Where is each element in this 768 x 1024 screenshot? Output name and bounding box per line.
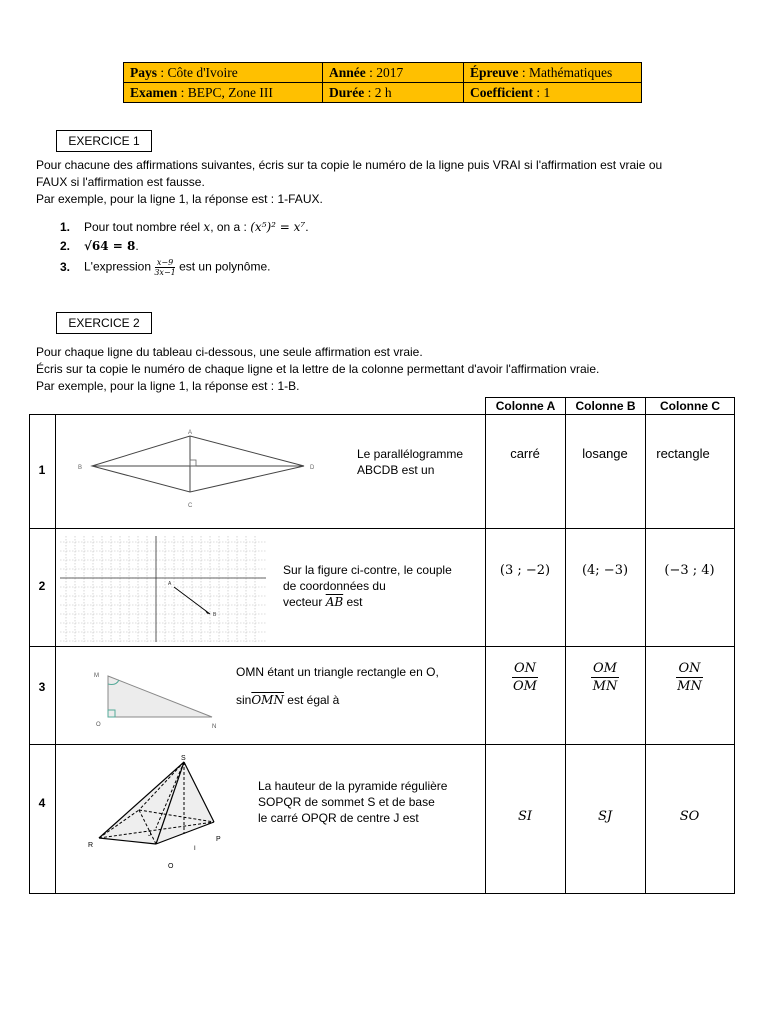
exercice-2-title: EXERCICE 2 xyxy=(56,312,152,334)
row-4-option-c: SO xyxy=(679,809,700,824)
table-row-divider xyxy=(29,744,735,745)
ex2-intro-line1: Pour chaque ligne du tableau ci-dessous, une seule affirmation est vraie. xyxy=(36,345,423,359)
point-i-label: I xyxy=(194,846,196,852)
vertex-a-label: A xyxy=(188,430,193,436)
row-1-option-a: carré xyxy=(510,446,540,461)
exam-header-table xyxy=(123,62,642,103)
ex1-item-2: 2. √64 = 8. xyxy=(60,239,139,253)
row-3-option-c: $\frac{ON}{MN}$ xyxy=(677,661,702,694)
table-border-top xyxy=(29,414,735,415)
table-col-divider xyxy=(55,414,56,894)
exercice-1-title: EXERCICE 1 xyxy=(56,130,152,152)
table-border-right xyxy=(734,414,735,894)
vertex-s-label: S xyxy=(181,755,186,762)
epreuve-cell: Épreuve : Mathématiques xyxy=(464,63,642,83)
annee-cell: Année : 2017 xyxy=(323,63,464,83)
ex2-example: Par exemple, pour la ligne 1, la réponse est : 1-B. xyxy=(36,379,300,393)
row-2-option-a: (3 ; −2) xyxy=(499,563,551,578)
row-3-number: 3 xyxy=(38,680,46,694)
table-row-divider xyxy=(29,646,735,647)
pyramid-figure xyxy=(84,750,234,875)
column-c-header: Colonne C xyxy=(645,397,735,415)
row-3-option-b: $\frac{OM}{MN}$ xyxy=(592,661,618,694)
vertex-c-label: C xyxy=(188,503,193,509)
point-a-label: A xyxy=(168,581,172,587)
vertex-d-label: D xyxy=(310,465,315,471)
row-3-statement: OMN étant un triangle rectangle en O, $\sin\overline{OMN}$ est égal à xyxy=(236,665,439,707)
examen-cell: Examen : BEPC, Zone III xyxy=(124,83,323,103)
table-border-left xyxy=(29,414,30,894)
right-triangle-figure xyxy=(88,666,223,734)
column-b-header: Colonne B xyxy=(565,397,646,415)
vertex-r-label: R xyxy=(88,842,94,849)
pays-cell: Pays : Côte d'Ivoire xyxy=(124,63,323,83)
table-border-bottom xyxy=(29,893,735,894)
ex1-instructions xyxy=(36,157,662,208)
center-j-label: J xyxy=(148,832,151,838)
row-1-option-c: rectangle xyxy=(656,446,710,461)
coefficient-cell: Coefficient : 1 xyxy=(464,83,642,103)
vertex-o-label: O xyxy=(96,722,101,728)
row-2-option-b: (4; −3) xyxy=(581,563,629,578)
point-b-label: B xyxy=(213,612,217,618)
ex1-item-1: 1. Pour tout nombre réel x, on a : (x⁵)² = x⁷. xyxy=(60,220,309,234)
row-4-statement: La hauteur de la pyramide régulière SOPQR de sommet S et de base le carré OPQR de centre J est xyxy=(258,779,448,825)
vertex-o-label: O xyxy=(168,863,174,870)
ex1-intro-line1: Pour chacune des affirmations suivantes, écris sur ta copie le numéro de la ligne puis VRAI si l'affirmation est vraie ou xyxy=(36,158,663,172)
vertex-p-label: P xyxy=(216,836,221,843)
ex2-intro-line2: Écris sur ta copie le numéro de chaque ligne et la lettre de la colonne permettant d'avoir l'affirmation vraie. xyxy=(36,362,600,376)
vertex-n-label: N xyxy=(212,724,217,730)
row-1-option-b: losange xyxy=(582,446,628,461)
row-1-number: 1 xyxy=(38,463,46,477)
table-row-divider xyxy=(29,528,735,529)
ex1-example: Par exemple, pour la ligne 1, la réponse est : 1-FAUX. xyxy=(36,192,323,206)
ex1-item-3: 3. L'expression $\frac{x-9}{3x-1}$ est un polynôme. xyxy=(60,258,271,277)
coordinate-grid-figure xyxy=(58,532,268,644)
row-4-option-b: SJ xyxy=(597,809,613,824)
rhombus-figure xyxy=(70,428,320,514)
vertex-m-label: M xyxy=(94,673,99,679)
vertex-b-label: B xyxy=(78,465,83,471)
row-2-number: 2 xyxy=(38,579,46,593)
row-4-number: 4 xyxy=(38,796,46,810)
ex1-intro-line2: FAUX si l'affirmation est fausse. xyxy=(36,175,205,189)
column-a-header: Colonne A xyxy=(485,397,566,415)
ex2-instructions xyxy=(36,344,599,395)
row-4-option-a: SI xyxy=(517,809,533,824)
row-1-statement: Le parallélogramme ABCDB est un xyxy=(357,447,464,477)
row-3-option-a: $\frac{ON}{OM}$ xyxy=(513,661,537,694)
duree-cell: Durée : 2 h xyxy=(323,83,464,103)
row-2-statement: Sur la figure ci-contre, le couple de coordonnées du vecteur $\overline{AB}$ est xyxy=(283,563,452,609)
row-2-option-c: (−3 ; 4) xyxy=(664,563,715,578)
